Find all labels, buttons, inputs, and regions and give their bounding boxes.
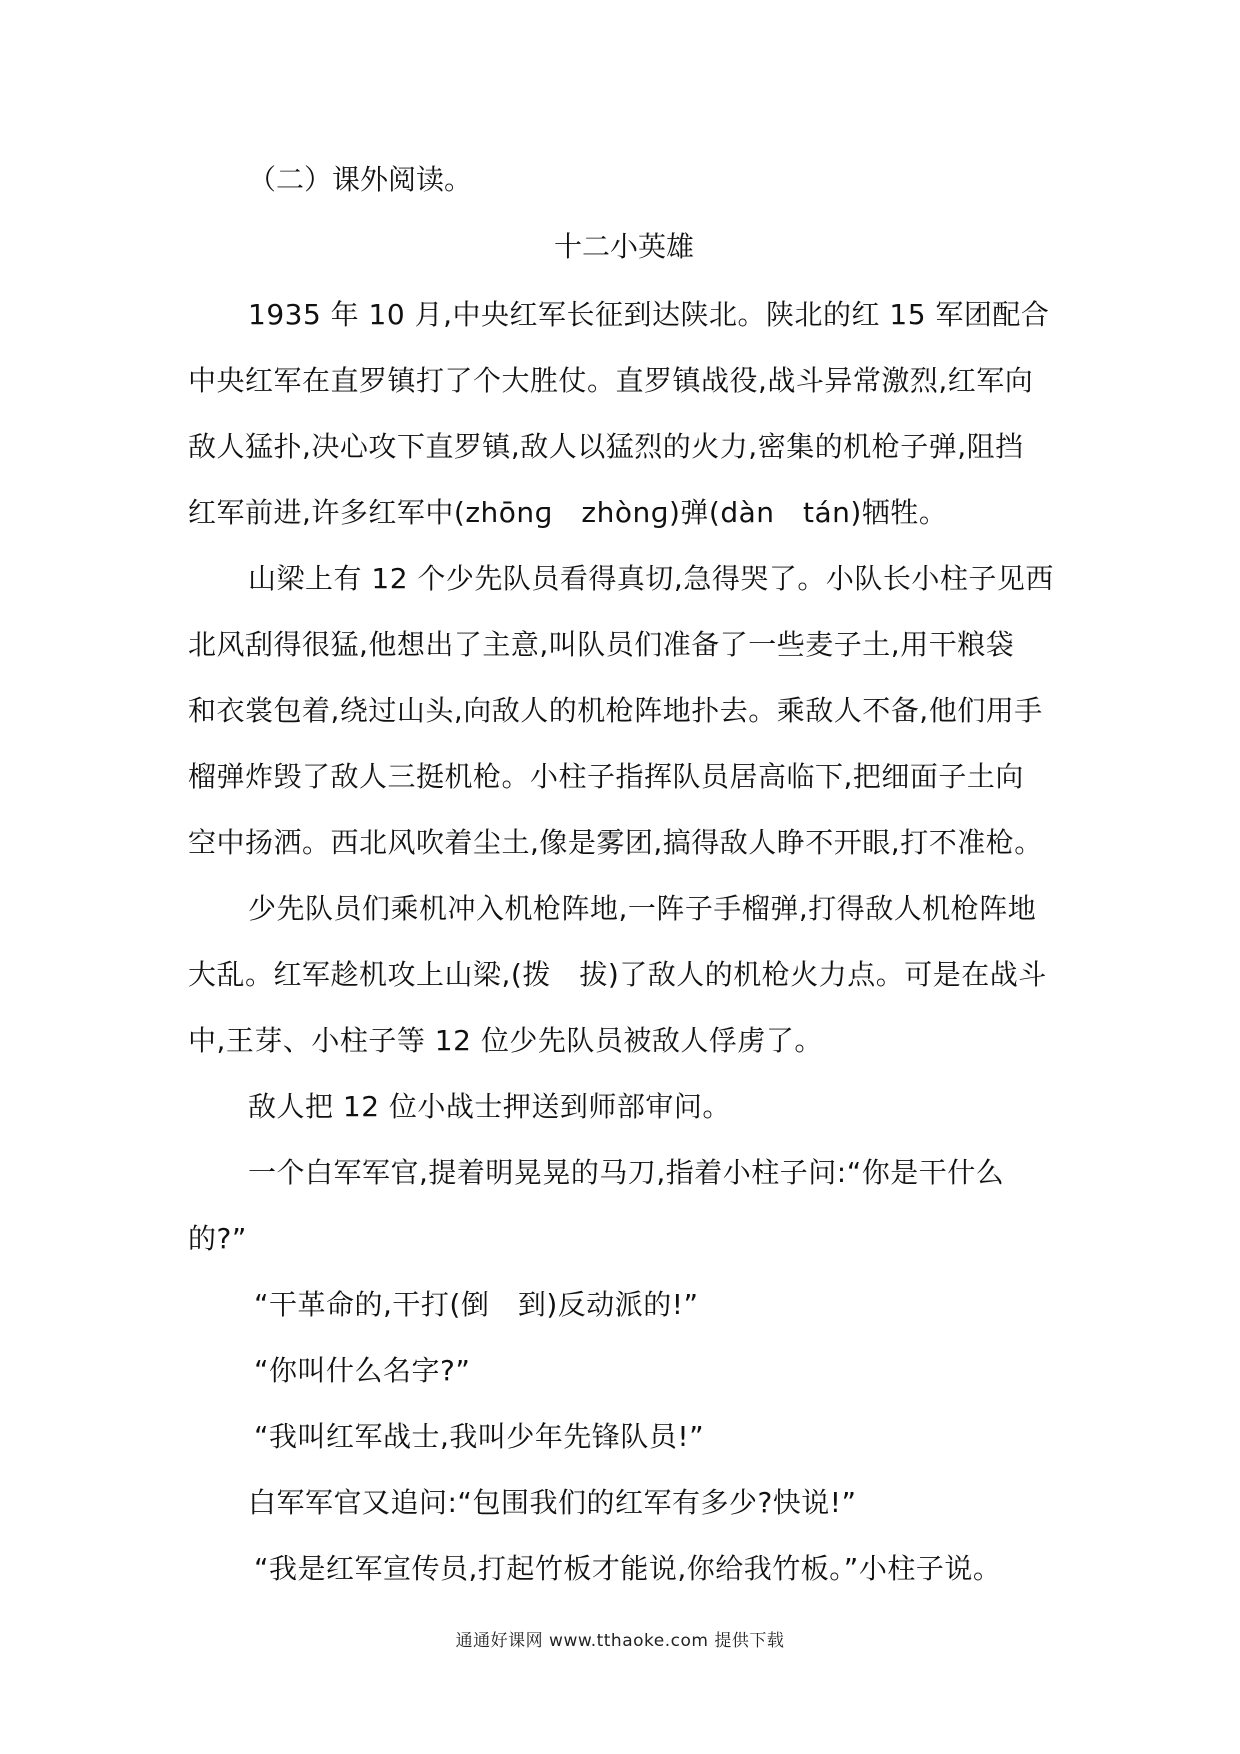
paragraph-line: “我是红军宣传员,打起竹板才能说,你给我竹板。”小柱子说。 (254, 1552, 1002, 1585)
paragraph-line: 山梁上有 12 个少先队员看得真切,急得哭了。小队长小柱子见西 (248, 562, 1054, 595)
paragraph-line: “干革命的,干打(倒 到)反动派的!” (254, 1288, 699, 1321)
paragraph-line: 榴弹炸毁了敌人三挺机枪。小柱子指挥队员居高临下,把细面子土向 (188, 760, 1024, 793)
paragraph-line: 和衣裳包着,绕过山头,向敌人的机枪阵地扑去。乘敌人不备,他们用手 (188, 694, 1043, 727)
paragraph-line: 红军前进,许多红军中(zhōnɡ zhònɡ)弹(dàn tán)牺牲。 (188, 496, 948, 529)
paragraph-line: 中央红军在直罗镇打了个大胜仗。直罗镇战役,战斗异常激烈,红军向 (188, 364, 1034, 397)
section-heading: （二）课外阅读。 (248, 163, 473, 196)
paragraph-line: “你叫什么名字?” (254, 1354, 471, 1387)
article-title: 十二小英雄 (553, 230, 694, 263)
paragraph-line: “我叫红军战士,我叫少年先锋队员!” (254, 1420, 705, 1453)
paragraph-line: 1935 年 10 月,中央红军长征到达陕北。陕北的红 15 军团配合 (248, 298, 1050, 331)
paragraph-line: 空中扬洒。西北风吹着尘土,像是雾团,搞得敌人睁不开眼,打不准枪。 (188, 826, 1043, 859)
paragraph-line: 敌人把 12 位小战士押送到师部审问。 (248, 1090, 731, 1123)
paragraph-line: 一个白军军官,提着明晃晃的马刀,指着小柱子问:“你是干什么 (248, 1156, 1005, 1189)
paragraph-line: 白军军官又追问:“包围我们的红军有多少?快说!” (248, 1486, 857, 1519)
paragraph-line: 少先队员们乘机冲入机枪阵地,一阵子手榴弹,打得敌人机枪阵地 (248, 892, 1037, 925)
paragraph-line: 敌人猛扑,决心攻下直罗镇,敌人以猛烈的火力,密集的机枪子弹,阻挡 (188, 430, 1024, 463)
paragraph-line: 北风刮得很猛,他想出了主意,叫队员们准备了一些麦子土,用干粮袋 (188, 628, 1015, 661)
paragraph-line: 的?” (188, 1222, 247, 1255)
footer-credit: 通通好课网 www.tthaoke.com 提供下载 (455, 1631, 785, 1651)
paragraph-line: 中,王芽、小柱子等 12 位少先队员被敌人俘虏了。 (188, 1024, 823, 1057)
paragraph-line: 大乱。红军趁机攻上山梁,(拨 拔)了敌人的机枪火力点。可是在战斗 (188, 958, 1047, 991)
